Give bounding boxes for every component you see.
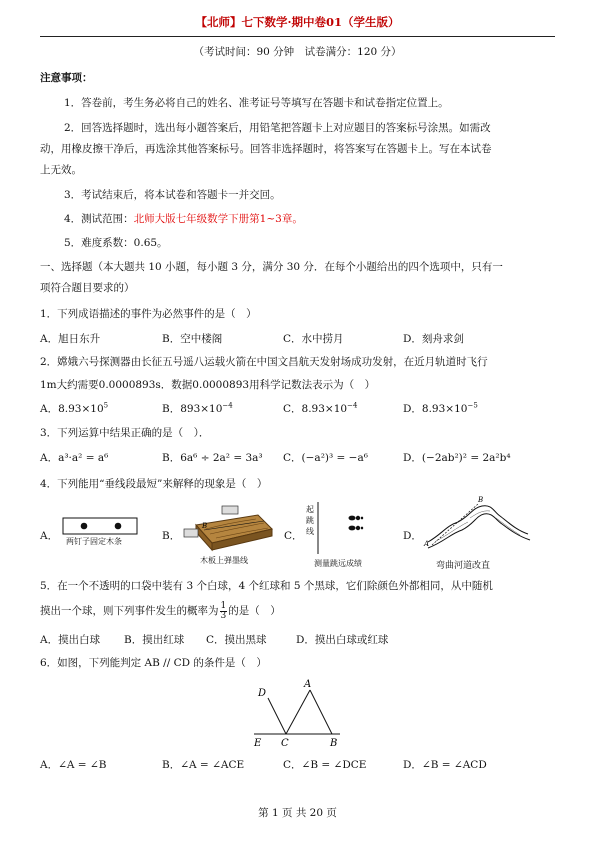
question-4-option-c-label[interactable]: C． — [284, 530, 303, 542]
question-6-option-a[interactable]: A．∠A = ∠B — [40, 759, 107, 771]
point-b-label: B — [202, 522, 208, 530]
question-1-options — [40, 331, 555, 347]
question-1-option-a[interactable]: A．旭日东升 — [40, 333, 101, 345]
question-6-options — [40, 757, 555, 773]
question-4-stem: 4．下列能用“垂线段最短”来解释的现象是（ ） — [40, 478, 268, 490]
question-4-option-b-label[interactable]: B． — [162, 530, 181, 542]
question-2-option-d-base: D．8.93×10 — [403, 403, 468, 415]
label-a: A — [304, 679, 312, 690]
question-2-option-a-base: A．8.93×10 — [40, 403, 104, 415]
note-item-2-line-1: 2．回答选择题时，选出每小题答案后，用铅笔把答题卡上对应题目的答案标号涂黑。如需改 — [64, 122, 491, 134]
question-5-stem-suffix: 的是（ ） — [228, 605, 281, 617]
question-1-stem: 1．下列成语描述的事件为必然事件的是（ ） — [40, 308, 257, 320]
caption-d: 弯曲河道改直 — [436, 561, 491, 571]
question-2-option-c[interactable] — [283, 401, 357, 416]
question-3-options — [40, 450, 555, 466]
question-5-stem-prefix: 摸出一个球，则下列事件发生的概率为 — [40, 605, 219, 617]
long-jump-figure — [300, 500, 386, 568]
wood-ink-line-figure — [178, 503, 278, 565]
label-d: D — [258, 688, 267, 699]
river-straighten-figure — [420, 494, 536, 570]
note-item-3: 3．考试结束后，将本试卷和答题卡一并交回。 — [64, 189, 281, 201]
question-4-option-a-label[interactable]: A． — [40, 530, 59, 542]
question-1-option-c[interactable]: C．水中捞月 — [283, 333, 344, 345]
question-3-option-c[interactable]: C．(−a²)³ = −a⁶ — [283, 452, 368, 464]
question-3-option-d[interactable]: D．(−2ab²)² = 2a²b⁴ — [403, 452, 511, 464]
label-c: C — [281, 738, 289, 748]
question-5-option-d[interactable]: D．摸出白球或红球 — [296, 634, 389, 646]
question-5-stem-line-2 — [40, 600, 555, 622]
question-2-option-c-exponent: −4 — [347, 401, 358, 410]
question-5-option-b[interactable]: B．摸出红球 — [124, 634, 185, 646]
nails-board-figure — [62, 517, 138, 547]
note-item-4 — [64, 211, 579, 226]
exam-info: （考试时间：90 分钟 试卷满分：120 分） — [193, 46, 402, 58]
question-6-option-c[interactable]: C．∠B = ∠DCE — [283, 759, 367, 771]
question-6-option-b[interactable]: B．∠A = ∠ACE — [162, 759, 245, 771]
river-drawing — [420, 494, 536, 556]
question-2-option-d-exponent: −5 — [467, 401, 478, 410]
nails-board-drawing — [62, 517, 138, 535]
question-2-option-c-base: C．8.93×10 — [283, 403, 348, 415]
question-3-option-a[interactable]: A．a³·a² = a⁶ — [40, 452, 109, 464]
question-2-option-b[interactable] — [162, 401, 233, 416]
section-1-heading-line-2: 项符合题目要求的） — [40, 282, 135, 294]
river-point-b-label: B — [478, 496, 484, 504]
geometry-figure — [248, 676, 358, 748]
question-3-option-b[interactable]: B．6a⁶ ÷ 2a² = 3a³ — [162, 452, 263, 464]
question-3-stem: 3．下列运算中结果正确的是（ ）． — [40, 427, 210, 439]
label-b: B — [330, 738, 338, 748]
question-1-option-d[interactable]: D．刻舟求剑 — [403, 333, 464, 345]
question-2-option-a-exponent: 5 — [103, 401, 109, 410]
caption-c: 测量跳远成绩 — [314, 559, 362, 568]
question-2-stem-line-2: 1m大约需要0.0000893s．数据0.0000893用科学记数法表示为（ ） — [40, 379, 376, 391]
label-e: E — [254, 738, 262, 748]
fraction-denominator: 3 — [220, 610, 227, 621]
note-item-5: 5．难度系数：0.65。 — [64, 237, 168, 249]
test-range: 北师大版七年级数学下册第1~3章。 — [133, 213, 303, 225]
question-1-option-b[interactable]: B．空中楼阁 — [162, 333, 223, 345]
question-6-stem: 6．如图，下列能判定 AB // CD 的条件是（ ） — [40, 657, 267, 669]
fraction-numerator: 1 — [220, 600, 227, 611]
question-5-stem-line-1: 5．在一个不透明的口袋中装有 3 个白球，4 个红球和 5 个黑球，它们除颜色外都相同，从中随机 — [40, 580, 493, 592]
note-item-1: 1．答卷前，考生务必将自己的姓名、准考证号等填写在答题卡和试卷指定位置上。 — [64, 97, 449, 109]
question-2-stem-line-1: 2．嫦娥六号探测器由长征五号遥八运载火箭在中国文昌航天发射场成功发射，在近月轨道时飞行 — [40, 356, 488, 368]
section-1-heading-line-1: 一、选择题（本大题共 10 小题，每小题 3 分，满分 30 分．在每个小题给出的四个选项中，只有一 — [40, 261, 503, 273]
question-6-option-d[interactable]: D．∠B = ∠ACD — [403, 759, 487, 771]
question-5-options — [40, 632, 555, 648]
page-number: 第 1 页 共 20 页 — [258, 807, 337, 819]
note-item-2-line-2: 动，用橡皮擦干净后，再选涂其他答案标号。回答非选择题时，将答案写在答题卡上。写在本试卷 — [40, 143, 492, 155]
river-point-a-label: A — [424, 540, 430, 548]
probability-fraction — [220, 602, 228, 621]
question-5-option-a[interactable]: A．摸出白球 — [40, 634, 101, 646]
question-2-option-b-base: B．893×10 — [162, 403, 223, 415]
notes-heading: 注意事项： — [40, 72, 93, 84]
note-item-4-prefix: 4．测试范围： — [64, 213, 134, 225]
jump-line-label: 起跳线 — [306, 505, 314, 536]
geometry-drawing — [248, 676, 358, 748]
caption-b: 木板上弹墨线 — [200, 556, 248, 565]
header-divider — [40, 36, 555, 37]
page-title: 【北师】七下数学·期中卷01（学生版） — [195, 15, 400, 29]
wood-board-drawing — [178, 503, 278, 553]
question-2-option-b-exponent: −4 — [222, 401, 233, 410]
question-4-option-d-label[interactable]: D． — [403, 530, 422, 542]
caption-a: 两钉子固定木条 — [66, 537, 122, 546]
question-5-option-c[interactable]: C．摸出黑球 — [206, 634, 267, 646]
question-2-option-d[interactable] — [403, 401, 478, 416]
question-2-options — [40, 401, 555, 417]
question-2-option-a[interactable] — [40, 401, 108, 416]
note-item-2-line-3: 上无效。 — [40, 164, 82, 176]
